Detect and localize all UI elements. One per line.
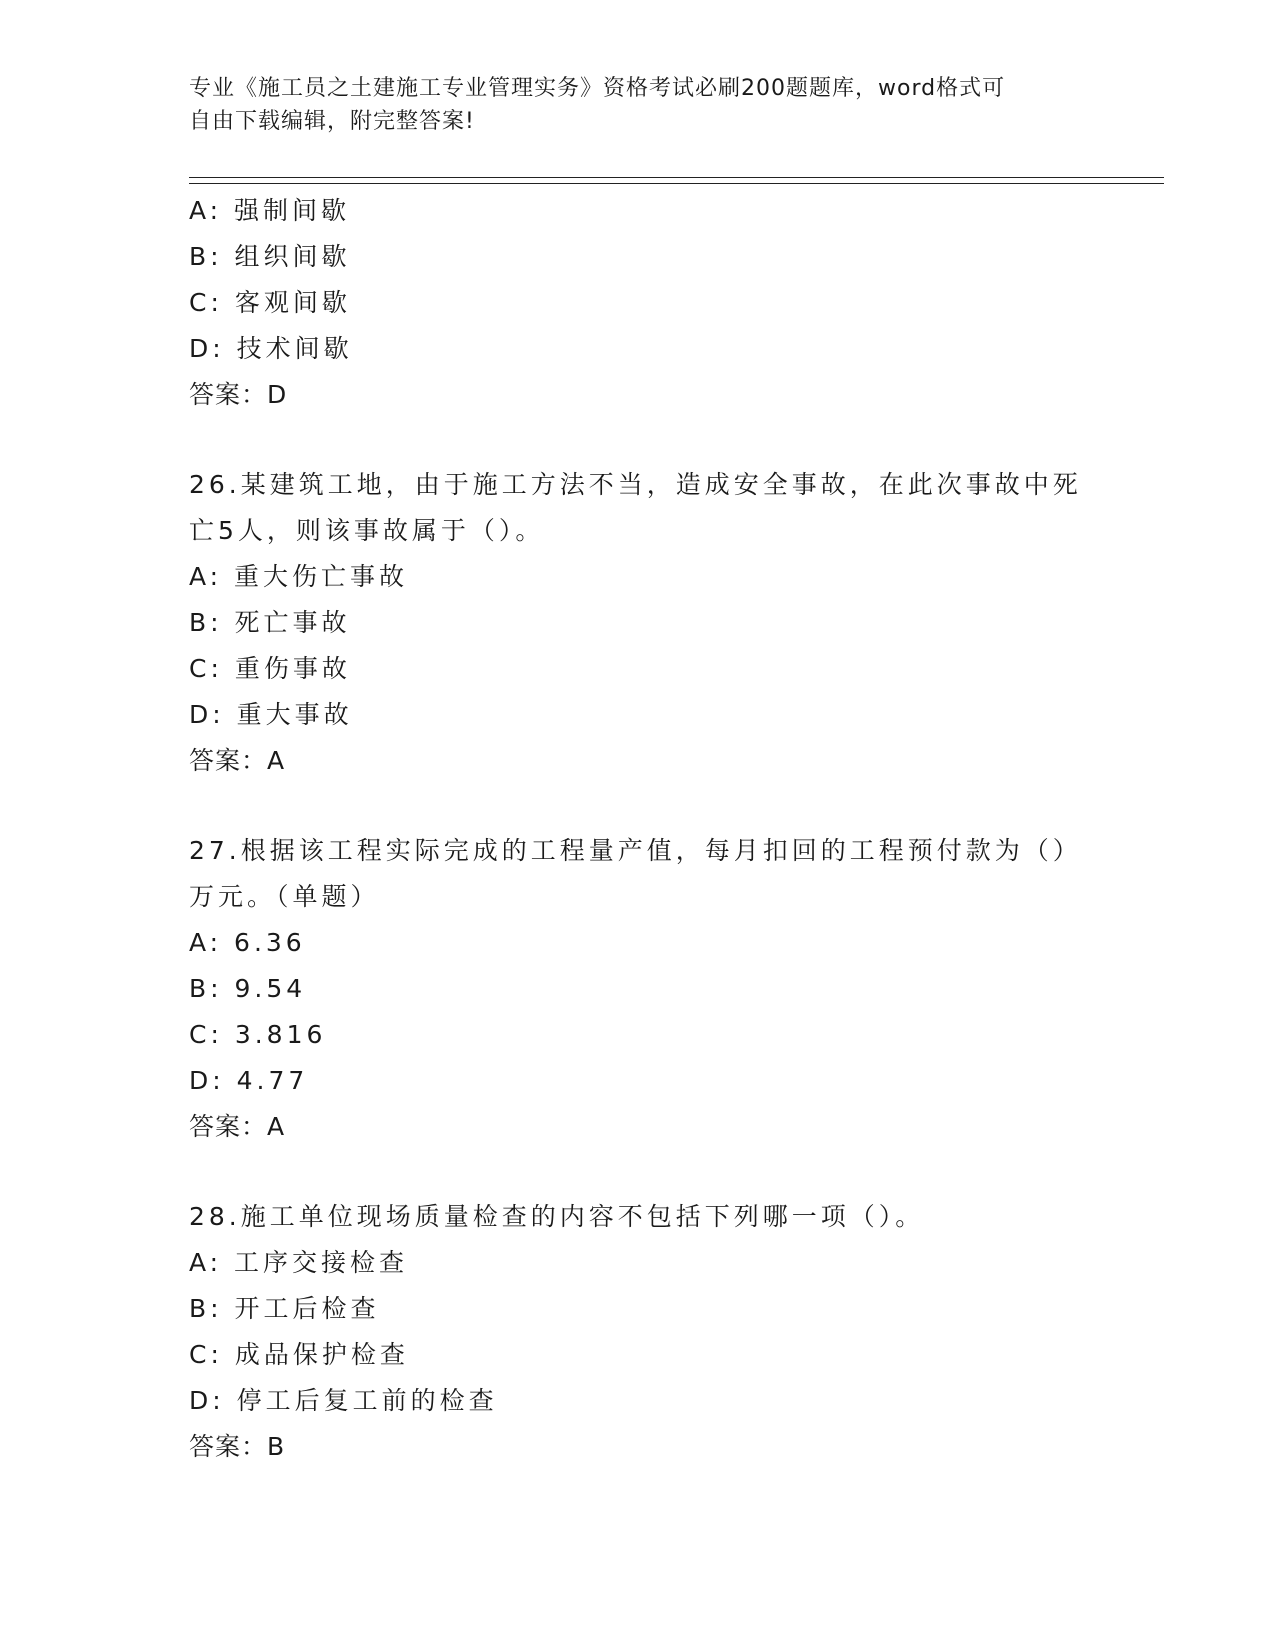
option-b: B: 死亡事故 xyxy=(189,608,351,637)
option-c: C: 重伤事故 xyxy=(189,654,351,683)
question-27 xyxy=(189,828,1089,1150)
option-b: B: 组织间歇 xyxy=(189,242,351,271)
option-a: A: 工序交接检查 xyxy=(189,1248,409,1277)
option-c: C: 成品保护检查 xyxy=(189,1340,409,1369)
option-d: D: 重大事故 xyxy=(189,700,353,729)
header-title-line-1: 专业《施工员之土建施工专业管理实务》资格考试必刷200题题库，word格式可 xyxy=(189,76,1006,101)
option-b: B: 开工后检查 xyxy=(189,1294,380,1323)
option-c: C: 客观间歇 xyxy=(189,288,351,317)
answer-line: 答案：A xyxy=(189,746,286,775)
option-a: A: 重大伤亡事故 xyxy=(189,562,409,591)
question-stem-line-2: 万元。（单题） xyxy=(189,882,380,911)
question-stem-line-1: 26.某建筑工地，由于施工方法不当，造成安全事故，在此次事故中死 xyxy=(189,470,1082,499)
answer-line: 答案：B xyxy=(189,1432,286,1461)
question-28 xyxy=(189,1194,1089,1470)
answer-line: 答案：D xyxy=(189,380,288,409)
document-header xyxy=(189,72,1089,138)
question-stem-line-2: 亡5人，则该事故属于（）。 xyxy=(189,516,545,545)
spacer xyxy=(189,418,1089,462)
option-a: A: 6.36 xyxy=(189,928,306,957)
header-divider xyxy=(189,177,1164,184)
question-list xyxy=(189,188,1089,1470)
question-stem-line-1: 28.施工单位现场质量检查的内容不包括下列哪一项（）。 xyxy=(189,1202,925,1231)
answer-line: 答案：A xyxy=(189,1112,286,1141)
option-a: A: 强制间歇 xyxy=(189,196,351,225)
header-title-line-2: 自由下载编辑，附完整答案! xyxy=(189,109,475,134)
option-d: D: 技术间歇 xyxy=(189,334,353,363)
question-26 xyxy=(189,462,1089,784)
option-d: D: 4.77 xyxy=(189,1066,309,1095)
option-b: B: 9.54 xyxy=(189,974,307,1003)
question-stem-line-1: 27.根据该工程实际完成的工程量产值，每月扣回的工程预付款为（） xyxy=(189,836,1082,865)
question-25 xyxy=(189,188,1089,418)
option-c: C: 3.816 xyxy=(189,1020,327,1049)
option-d: D: 停工后复工前的检查 xyxy=(189,1386,498,1415)
spacer xyxy=(189,784,1089,828)
spacer xyxy=(189,1150,1089,1194)
